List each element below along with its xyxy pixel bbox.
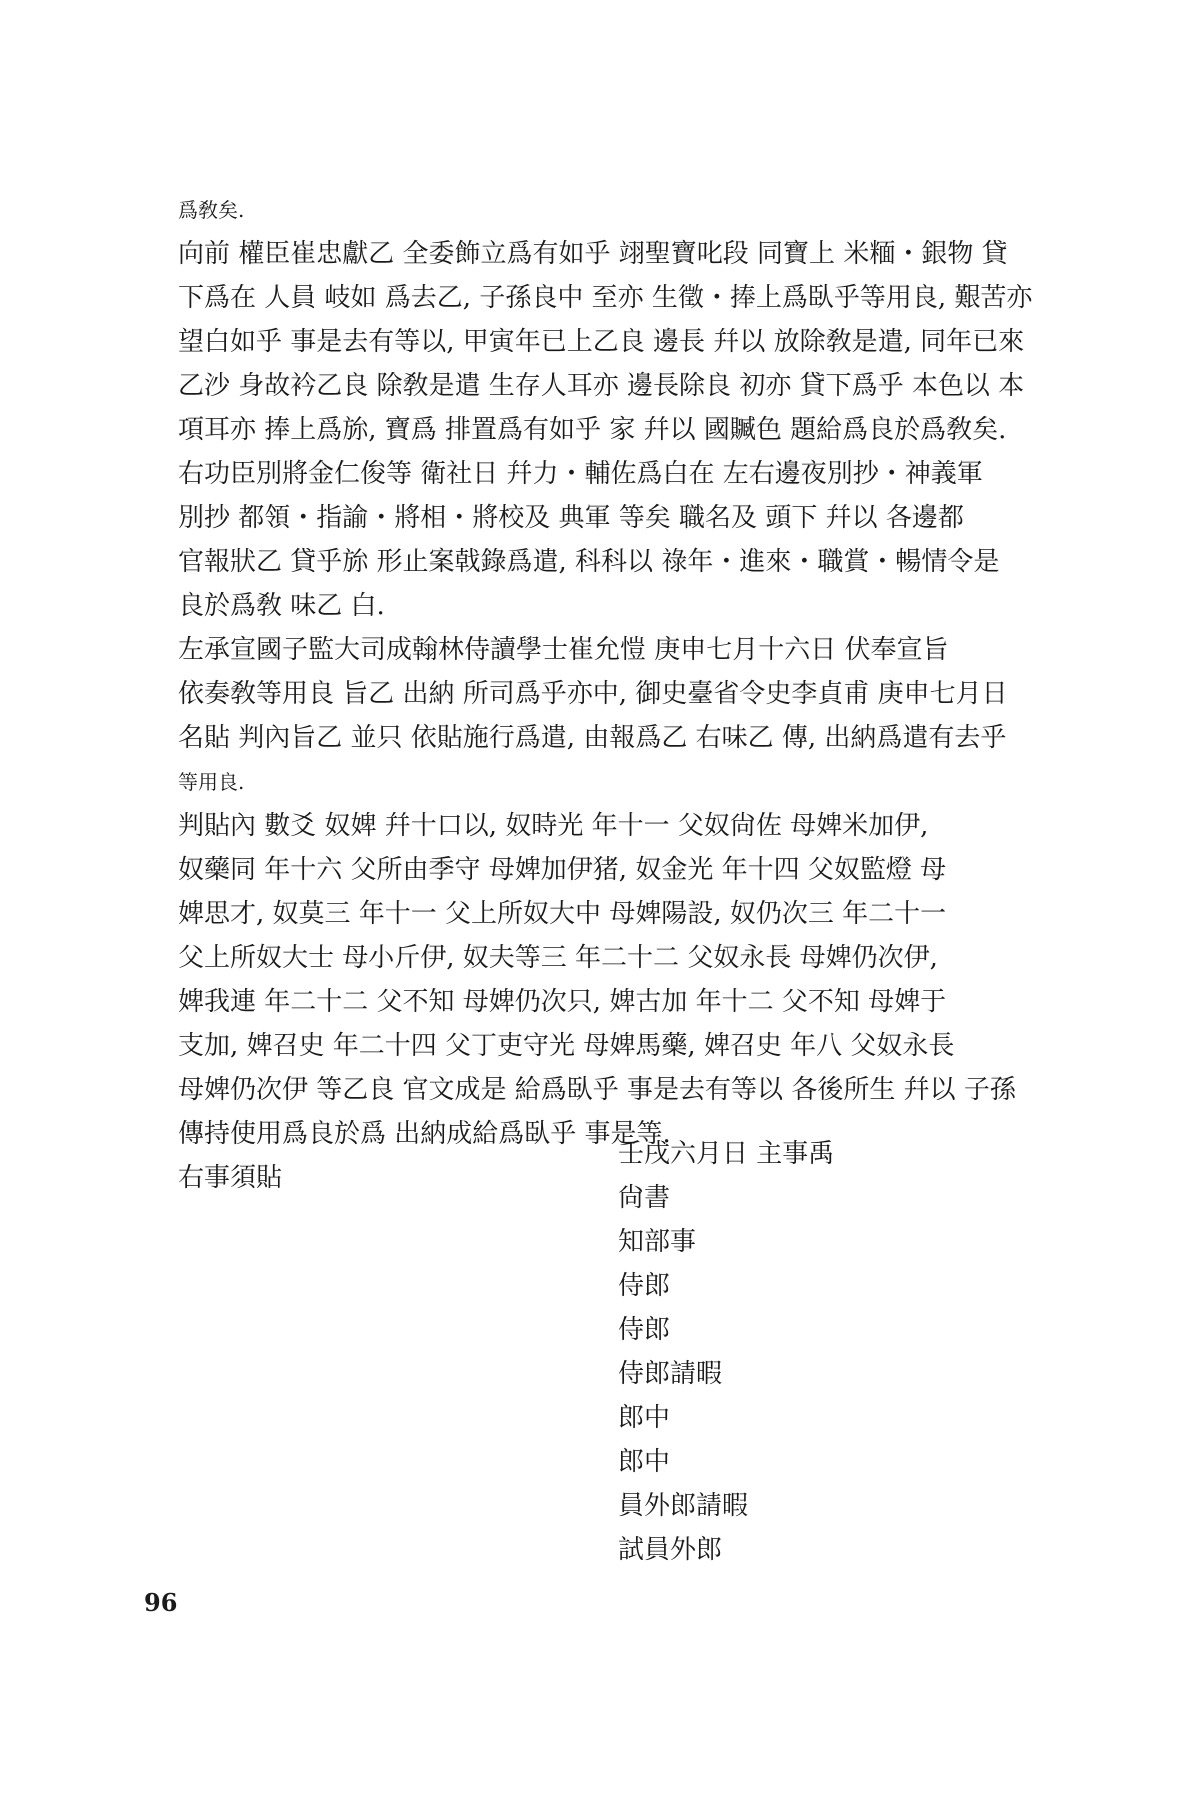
signature-line: 尙書 bbox=[618, 1183, 671, 1213]
text-line: 父上所奴大士 母小斤伊, 奴夫等三 年二十二 父奴永長 母婢仍次伊, bbox=[178, 943, 938, 973]
text-line: 判貼內 數爻 奴婢 幷十口以, 奴時光 年十一 父奴尙佐 母婢米加伊, bbox=[178, 811, 929, 841]
signature-line: 知部事 bbox=[618, 1227, 697, 1257]
text-line: 爲敎矣. bbox=[178, 198, 245, 222]
text-line: 奴藥同 年十六 父所由季守 母婢加伊猪, 奴金光 年十四 父奴監燈 母 bbox=[178, 855, 947, 885]
text-line: 依奏敎等用良 旨乙 出納 所司爲乎亦中, 御史臺省令史李貞甫 庚申七月日 bbox=[178, 679, 1008, 709]
text-line: 等用良. bbox=[178, 770, 245, 794]
text-line: 官報狀乙 貸乎旀 形止案戟錄爲遣, 科科以 祿年・進來・職賞・暢情令是 bbox=[178, 547, 1000, 577]
signature-block bbox=[618, 1132, 834, 1572]
signature-line: 侍郎請暇 bbox=[618, 1359, 723, 1389]
text-line: 項耳亦 捧上爲旀, 寶爲 排置爲有如乎 家 幷以 國贓色 題給爲良於爲敎矣. bbox=[178, 415, 1007, 445]
text-line: 母婢仍次伊 等乙良 官文成是 給爲臥乎 事是去有等以 各後所生 幷以 子孫 bbox=[178, 1075, 1016, 1105]
signature-line: 壬戌六月日 主事禹 bbox=[618, 1139, 835, 1169]
text-line: 望白如乎 事是去有等以, 甲寅年已上乙良 邊長 幷以 放除敎是遣, 同年已來 bbox=[178, 327, 1025, 357]
signature-line: 郎中 bbox=[618, 1447, 671, 1477]
signature-line: 侍郎 bbox=[618, 1271, 671, 1301]
text-line: 向前 權臣崔忠獻乙 全委飾立爲有如乎 翊聖寶叱段 同寶上 米糆・銀物 貸 bbox=[178, 239, 1008, 269]
text-line: 別抄 都領・指諭・將相・將校及 典軍 等矣 職名及 頭下 幷以 各邊都 bbox=[178, 503, 964, 533]
text-line: 右功臣別將金仁俊等 衛社日 幷力・輔佐爲白在 左右邊夜別抄・神義軍 bbox=[178, 459, 983, 489]
text-line: 下爲在 人員 岐如 爲去乙, 子孫良中 至亦 生徵・捧上爲臥乎等用良, 艱苦亦 bbox=[178, 283, 1033, 313]
body-text bbox=[178, 188, 1058, 1200]
text-line: 傳持使用爲良於爲 出納成給爲臥乎 事是等. bbox=[178, 1119, 671, 1149]
text-line: 乙沙 身故衿乙良 除敎是遣 生存人耳亦 邊長除良 初亦 貸下爲乎 本色以 本 bbox=[178, 371, 1025, 401]
page-number: 96 bbox=[144, 1588, 178, 1617]
signature-line: 試員外郎 bbox=[618, 1535, 723, 1565]
text-line: 良於爲敎 味乙 白. bbox=[178, 591, 385, 621]
text-line: 支加, 婢召史 年二十四 父丁吏守光 母婢馬藥, 婢召史 年八 父奴永長 bbox=[178, 1031, 955, 1061]
signature-line: 郎中 bbox=[618, 1403, 671, 1433]
text-line: 婢思才, 奴莫三 年十一 父上所奴大中 母婢陽設, 奴仍次三 年二十一 bbox=[178, 899, 947, 929]
text-line: 左承宣國子監大司成翰林侍讀學士崔允愷 庚申七月十六日 伏奉宣旨 bbox=[178, 635, 949, 665]
text-line: 名貼 判內旨乙 並只 依貼施行爲遣, 由報爲乙 右味乙 傳, 出納爲遣有去乎 bbox=[178, 723, 1007, 753]
signature-line: 侍郎 bbox=[618, 1315, 671, 1345]
text-line: 右事須貼 bbox=[178, 1163, 283, 1193]
signature-line: 員外郎請暇 bbox=[618, 1491, 749, 1521]
text-line: 婢我連 年二十二 父不知 母婢仍次只, 婢古加 年十二 父不知 母婢于 bbox=[178, 987, 947, 1017]
